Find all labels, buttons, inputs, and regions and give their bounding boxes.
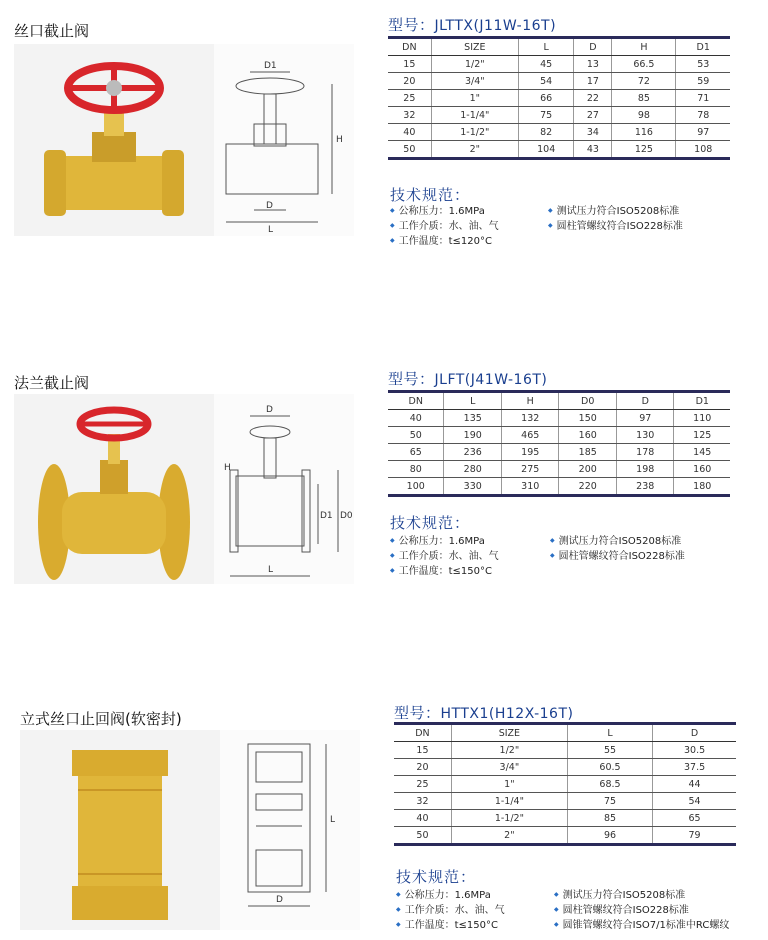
table-cell: 75 xyxy=(567,793,652,810)
table-cell: 1" xyxy=(451,776,567,793)
table-cell: 13 xyxy=(574,56,612,73)
table-row xyxy=(388,478,730,496)
tech-spec-item: ◆ 公称压力：1.6MPa xyxy=(396,888,505,903)
table-cell: 22 xyxy=(574,90,612,107)
tech-spec-title: 技术规范： xyxy=(390,514,471,532)
table-cell: 310 xyxy=(501,478,559,496)
tech-spec-item: ◆ 测试压力符合ISO5208标准 xyxy=(554,888,729,903)
table-cell: 1/2" xyxy=(451,742,567,759)
table-cell: 1/2" xyxy=(431,56,518,73)
column-header: D1 xyxy=(676,38,730,56)
column-header: SIZE xyxy=(451,724,567,742)
table-cell: 125 xyxy=(674,427,730,444)
tech-spec-item: ◆ 圆柱管螺纹符合ISO228标准 xyxy=(554,903,729,918)
table-cell: 135 xyxy=(444,410,502,427)
table-row xyxy=(388,444,730,461)
table-cell: 150 xyxy=(559,410,617,427)
table-cell: 66 xyxy=(518,90,573,107)
dim-label: H xyxy=(224,463,231,473)
table-cell: 96 xyxy=(567,827,652,845)
table-cell: 40 xyxy=(388,410,444,427)
table-cell: 160 xyxy=(674,461,730,478)
table-cell: 1" xyxy=(431,90,518,107)
table-cell: 1-1/2" xyxy=(431,124,518,141)
column-header: D1 xyxy=(674,392,730,410)
tech-spec-list xyxy=(390,204,499,249)
table-cell: 20 xyxy=(388,73,431,90)
table-cell: 65 xyxy=(653,810,736,827)
dim-label: H xyxy=(336,135,343,145)
model-number: 型号：HTTX1(H12X-16T) xyxy=(394,704,574,722)
table-row xyxy=(388,427,730,444)
dim-label: L xyxy=(268,225,274,235)
technical-drawing xyxy=(220,730,360,930)
table-row xyxy=(394,776,736,793)
column-header: SIZE xyxy=(431,38,518,56)
table-cell: 30.5 xyxy=(653,742,736,759)
column-header: DN xyxy=(388,392,444,410)
table-row xyxy=(394,810,736,827)
table-cell: 220 xyxy=(559,478,617,496)
table-cell: 185 xyxy=(559,444,617,461)
tech-spec-list xyxy=(554,888,729,933)
tech-spec-item: ◆ 工作温度：t≤150°C xyxy=(396,918,505,933)
table-cell: 50 xyxy=(394,827,451,845)
table-cell: 54 xyxy=(653,793,736,810)
table-row xyxy=(388,73,730,90)
column-header: D xyxy=(653,724,736,742)
table-cell: 45 xyxy=(518,56,573,73)
table-cell: 59 xyxy=(676,73,730,90)
spec-table xyxy=(388,390,730,497)
table-cell: 195 xyxy=(501,444,559,461)
table-cell: 44 xyxy=(653,776,736,793)
table-cell: 1-1/2" xyxy=(451,810,567,827)
table-row xyxy=(388,461,730,478)
product-title: 法兰截止阀 xyxy=(14,374,90,392)
table-cell: 130 xyxy=(616,427,674,444)
column-header: DN xyxy=(388,38,431,56)
table-cell: 80 xyxy=(388,461,444,478)
table-cell: 100 xyxy=(388,478,444,496)
table-cell: 82 xyxy=(518,124,573,141)
tech-spec-item: ◆ 公称压力：1.6MPa xyxy=(390,534,499,549)
table-row xyxy=(388,141,730,159)
table-cell: 178 xyxy=(616,444,674,461)
table-cell: 125 xyxy=(612,141,676,159)
table-cell: 37.5 xyxy=(653,759,736,776)
dim-label: D1 xyxy=(320,511,333,521)
product-title: 丝口截止阀 xyxy=(14,22,90,40)
table-cell: 75 xyxy=(518,107,573,124)
tech-spec-list xyxy=(396,888,505,933)
tech-spec-list xyxy=(550,534,685,564)
table-cell: 32 xyxy=(394,793,451,810)
tech-spec-title: 技术规范： xyxy=(390,186,471,204)
table-cell: 72 xyxy=(612,73,676,90)
tech-spec-item: ◆ 圆柱管螺纹符合ISO228标准 xyxy=(548,219,683,234)
table-cell: 55 xyxy=(567,742,652,759)
table-cell: 15 xyxy=(388,56,431,73)
table-cell: 2" xyxy=(451,827,567,845)
table-cell: 180 xyxy=(674,478,730,496)
table-cell: 54 xyxy=(518,73,573,90)
table-cell: 43 xyxy=(574,141,612,159)
tech-spec-title: 技术规范： xyxy=(396,868,477,886)
tech-spec-item: ◆ 工作介质：水、油、气 xyxy=(396,903,505,918)
tech-spec-list xyxy=(548,204,683,234)
product-photo xyxy=(20,730,220,930)
table-row xyxy=(388,107,730,124)
table-cell: 160 xyxy=(559,427,617,444)
product-photo xyxy=(14,394,214,584)
product-section-3 xyxy=(0,694,768,940)
product-section-1 xyxy=(0,0,768,300)
column-header: D0 xyxy=(559,392,617,410)
table-row xyxy=(388,410,730,427)
table-cell: 40 xyxy=(388,124,431,141)
table-cell: 97 xyxy=(616,410,674,427)
table-cell: 108 xyxy=(676,141,730,159)
table-cell: 198 xyxy=(616,461,674,478)
table-cell: 53 xyxy=(676,56,730,73)
column-header: L xyxy=(444,392,502,410)
tech-spec-item: ◆ 工作介质：水、油、气 xyxy=(390,219,499,234)
table-cell: 145 xyxy=(674,444,730,461)
product-title: 立式丝口止回阀(软密封) xyxy=(20,710,182,728)
table-cell: 1-1/4" xyxy=(431,107,518,124)
table-cell: 190 xyxy=(444,427,502,444)
tech-spec-item: ◆ 测试压力符合ISO5208标准 xyxy=(548,204,683,219)
table-cell: 27 xyxy=(574,107,612,124)
technical-drawing xyxy=(214,44,354,236)
table-row xyxy=(394,793,736,810)
technical-drawing xyxy=(214,394,354,584)
tech-spec-item: ◆ 工作温度：t≤120°C xyxy=(390,234,499,249)
tech-spec-item: ◆ 公称压力：1.6MPa xyxy=(390,204,499,219)
table-cell: 78 xyxy=(676,107,730,124)
product-photo xyxy=(14,44,214,236)
dim-label: D xyxy=(276,895,283,905)
table-cell: 330 xyxy=(444,478,502,496)
column-header: DN xyxy=(394,724,451,742)
column-header: H xyxy=(612,38,676,56)
column-header: D xyxy=(616,392,674,410)
model-number: 型号：JLFT(J41W-16T) xyxy=(388,370,548,388)
tech-spec-item: ◆ 工作介质：水、油、气 xyxy=(390,549,499,564)
table-cell: 25 xyxy=(394,776,451,793)
table-cell: 85 xyxy=(612,90,676,107)
table-cell: 79 xyxy=(653,827,736,845)
table-cell: 1-1/4" xyxy=(451,793,567,810)
table-cell: 200 xyxy=(559,461,617,478)
table-cell: 3/4" xyxy=(451,759,567,776)
dim-label: D xyxy=(266,405,273,415)
table-cell: 68.5 xyxy=(567,776,652,793)
tech-spec-item: ◆ 圆柱管螺纹符合ISO228标准 xyxy=(550,549,685,564)
dim-label: L xyxy=(268,565,274,575)
table-cell: 50 xyxy=(388,427,444,444)
table-cell: 3/4" xyxy=(431,73,518,90)
table-cell: 85 xyxy=(567,810,652,827)
table-cell: 2" xyxy=(431,141,518,159)
table-cell: 132 xyxy=(501,410,559,427)
column-header: L xyxy=(518,38,573,56)
table-cell: 15 xyxy=(394,742,451,759)
tech-spec-item: ◆ 测试压力符合ISO5208标准 xyxy=(550,534,685,549)
table-cell: 71 xyxy=(676,90,730,107)
table-cell: 20 xyxy=(394,759,451,776)
table-cell: 50 xyxy=(388,141,431,159)
table-row xyxy=(388,90,730,107)
table-cell: 98 xyxy=(612,107,676,124)
tech-spec-list xyxy=(390,534,499,579)
table-cell: 25 xyxy=(388,90,431,107)
tech-spec-item: ◆ 圆锥管螺纹符合ISO7/1标准中RC螺纹 xyxy=(554,918,729,933)
table-cell: 275 xyxy=(501,461,559,478)
dim-label: L xyxy=(330,815,336,825)
table-cell: 34 xyxy=(574,124,612,141)
table-cell: 238 xyxy=(616,478,674,496)
table-row xyxy=(394,827,736,845)
spec-table xyxy=(394,722,736,846)
table-cell: 66.5 xyxy=(612,56,676,73)
table-cell: 280 xyxy=(444,461,502,478)
table-cell: 465 xyxy=(501,427,559,444)
table-row xyxy=(394,742,736,759)
table-cell: 65 xyxy=(388,444,444,461)
table-cell: 40 xyxy=(394,810,451,827)
table-cell: 116 xyxy=(612,124,676,141)
dim-label: D1 xyxy=(264,61,277,71)
spec-table xyxy=(388,36,730,160)
table-cell: 60.5 xyxy=(567,759,652,776)
dim-label: D0 xyxy=(340,511,353,521)
table-cell: 17 xyxy=(574,73,612,90)
column-header: H xyxy=(501,392,559,410)
table-cell: 110 xyxy=(674,410,730,427)
dim-label: D xyxy=(266,201,273,211)
table-row xyxy=(394,759,736,776)
column-header: D xyxy=(574,38,612,56)
column-header: L xyxy=(567,724,652,742)
model-number: 型号：JLTTX(J11W-16T) xyxy=(388,16,557,34)
product-section-2 xyxy=(0,358,768,658)
table-cell: 32 xyxy=(388,107,431,124)
table-cell: 104 xyxy=(518,141,573,159)
tech-spec-item: ◆ 工作温度：t≤150°C xyxy=(390,564,499,579)
table-cell: 97 xyxy=(676,124,730,141)
table-row xyxy=(388,124,730,141)
table-row xyxy=(388,56,730,73)
table-cell: 236 xyxy=(444,444,502,461)
